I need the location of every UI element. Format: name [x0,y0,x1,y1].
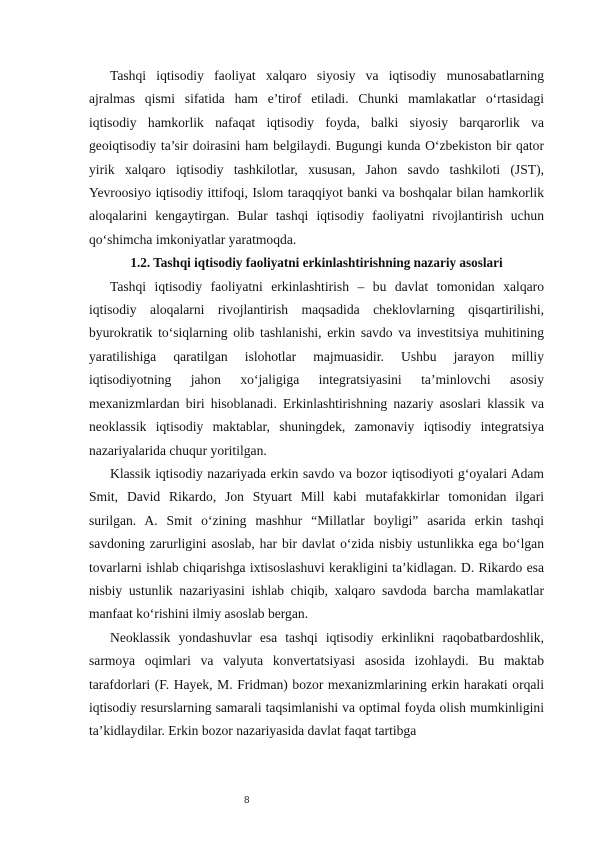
paragraph-neoclassical-theory: Neoklassik yondashuvlar esa tashqi iqtisodiy erkinlikni raqobatbardoshlik, sarmoya oqimlari va valyuta konvertatsiyasi asosida izohlaydi. Bu maktab tarafdorlari (F. Hayek, M. Fridman) bozor mexanizmlarining erkin harakati orqali iqtisodiy resurslarning samarali taqsimlanishi va optimal foyda olish mumkinligini ta’kidlaydilar. Erkin bozor nazariyasida davlat faqat tartibga [89,629,544,739]
section-heading: 1.2. Tashqi iqtisodiy faoliyatni erkinlashtirishning nazariy asoslari [130,255,503,271]
paragraph-intro: Tashqi iqtisodiy faoliyat xalqaro siyosiy va iqtisodiy munosabatlarning ajralmas qismi sifatida ham e’tirof etiladi. Chunki mamlakatlar o‘rtasidagi iqtisodiy hamkorlik nafaqat iqtisodiy foyda, balki siyosiy barqarorlik va geoiqtisodiy ta’sir doirasini ham belgilaydi. Bugungi kunda O‘zbekiston bir qator yirik xalqaro iqtisodiy tashkilotlar, xususan, Jahon savdo tashkiloti (JST), Yevroosiyo iqtisodiy ittifoqi, Islom taraqqiyot banki va boshqalar bilan hamkorlik aloqalarini kengaytirgan. Bular tashqi iqtisodiy faoliyatni rivojlantirish uchun qo‘shimcha imkoniyatlar yaratmoqda. [89,68,544,247]
paragraph-definition: Tashqi iqtisodiy faoliyatni erkinlashtirish – bu davlat tomonidan xalqaro iqtisodiy aloqalarni rivojlantirish maqsadida cheklovlarning qisqartirilishi, byurokratik to‘siqlarning olib tashlanishi, erkin savdo va investitsiya muhitining yaratilishiga qaratilgan islohotlar majmuasidir. Ushbu jarayon milliy iqtisodiyotning jahon xo‘jaligiga integratsiyasini ta’minlovchi asosiy mexanizmlardan biri hisoblanadi. Erkinlashtirishning nazariy asoslari klassik va neoklassik iqtisodiy maktablar, shuningdek, zamonaviy iqtisodiy integratsiya nazariyalarida chuqur yoritilgan. [89,278,544,458]
document-page [89,64,544,743]
paragraph-classical-theory: Klassik iqtisodiy nazariyada erkin savdo va bozor iqtisodiyoti g‘oyalari Adam Smit, David Rikardo, Jon Styuart Mill kabi mutafakkirlar tomonidan ilgari surilgan. A. Smit o‘zining mashhur “Millatlar boyligi” asarida erkin tashqi savdoning zarurligini asoslab, har bir davlat o‘zida nisbiy ustunlikka ega bo‘lgan tovarlarni ishlab chiqarishga ixtisoslashuvi kerakligini ta’kidlagan. D. Rikardo esa nisbiy ustunlik nazariyasini ishlab chiqib, xalqaro savdoda barcha mamlakatlar manfaat ko‘rishini ilmiy asoslab bergan. [89,465,544,622]
page-number: 8 [244,795,250,806]
